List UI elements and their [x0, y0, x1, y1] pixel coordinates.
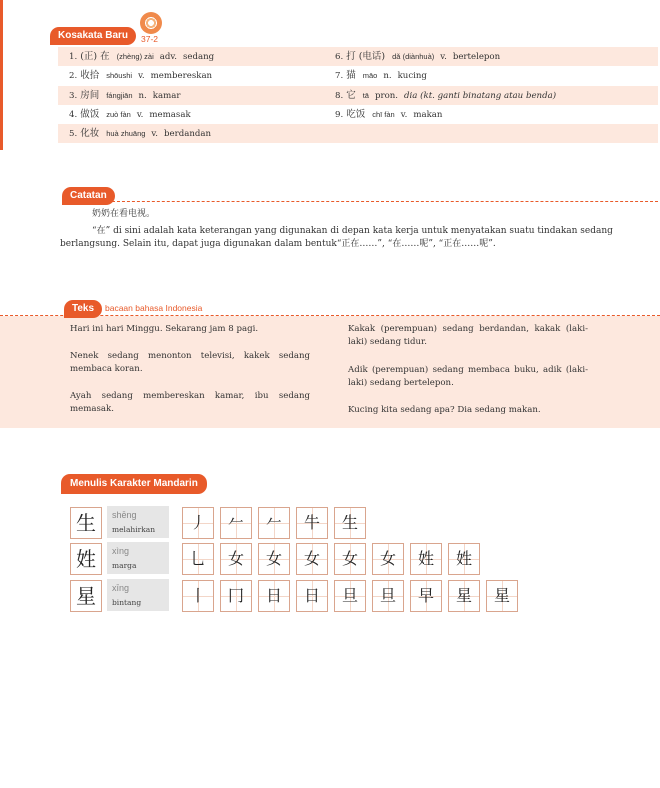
- stroke-step: 冂: [220, 580, 252, 612]
- catatan-text-line1: “在” di sini adalah kata keterangan yang digunakan di depan kata kerja untuk menyatakan suatu tindakan sedang: [92, 226, 613, 236]
- stroke-step: 女: [220, 543, 252, 575]
- vocab-item: 7. 猫 māo n. kucing: [335, 70, 427, 81]
- teks-paragraph: Hari ini hari Minggu. Sekarang jam 8 pagi.: [70, 324, 259, 334]
- character-meaning: melahirkan: [112, 525, 156, 534]
- vocab-item: 4. 做饭 zuò fàn v. memasak: [69, 109, 191, 120]
- vocab-item: 6. 打 (电话) dǎ (diànhuà) v. bertelepon: [335, 51, 501, 62]
- stroke-step: 早: [410, 580, 442, 612]
- practice-character: 姓: [70, 543, 102, 575]
- character-info: [107, 542, 169, 574]
- character-info: [107, 579, 169, 611]
- stroke-step: 丿: [182, 507, 214, 539]
- vocab-item: 3. 房间 fángjiān n. kamar: [69, 90, 181, 101]
- catatan-example: 奶奶在看电视。: [92, 209, 156, 219]
- vocab-item: 1. (正) 在 (zhèng) zài adv. sedang: [69, 51, 215, 62]
- writing-header: Menulis Karakter Mandarin: [61, 474, 207, 494]
- stroke-step: 𠂉: [220, 507, 252, 539]
- vocab-item: 2. 收拾 shōushi v. membereskan: [69, 70, 213, 81]
- left-edge-bar: [0, 0, 3, 150]
- character-meaning: marga: [112, 561, 137, 570]
- stroke-step: 丨: [182, 580, 214, 612]
- character-pinyin: xìng: [112, 546, 130, 556]
- stroke-step: 乚: [182, 543, 214, 575]
- stroke-step: 𠂉: [258, 507, 290, 539]
- teks-paragraph: Nenek sedang menonton televisi, kakek sedang membaca koran.: [70, 351, 310, 374]
- stroke-step: 女: [372, 543, 404, 575]
- catatan-header: Catatan: [62, 187, 115, 205]
- lesson-number: 37-2: [141, 34, 159, 44]
- character-info: [107, 506, 169, 538]
- stroke-step: 生: [334, 507, 366, 539]
- catatan-text-line2: berlangsung. Selain itu, dapat juga digunakan dalam bentuk“正在……”, “在……呢”, “正在……呢”.: [60, 239, 496, 249]
- character-pinyin: xīng: [112, 583, 130, 593]
- teks-note: bacaan bahasa Indonesia: [105, 303, 203, 313]
- vocab-item: 8. 它 tā pron. dia (kt. ganti binatang atau benda): [335, 90, 557, 101]
- teks-paragraph: Adik (perempuan) sedang membaca buku, adik (laki-laki) sedang bertelepon.: [348, 365, 588, 388]
- stroke-step: 星: [486, 580, 518, 612]
- teks-paragraph: Kucing kita sedang apa? Dia sedang makan.: [348, 405, 541, 415]
- teks-paragraph: Ayah sedang membereskan kamar, ibu sedang memasak.: [70, 391, 310, 414]
- character-pinyin: shēng: [112, 510, 137, 520]
- stroke-step: 姓: [410, 543, 442, 575]
- vocab-item: 5. 化妆 huà zhuāng v. berdandan: [69, 128, 212, 139]
- lesson-badge-icon: [140, 12, 162, 34]
- stroke-step: 旦: [334, 580, 366, 612]
- practice-character: 星: [70, 580, 102, 612]
- character-meaning: bintang: [112, 598, 142, 607]
- stroke-step: 女: [334, 543, 366, 575]
- stroke-step: 女: [258, 543, 290, 575]
- vocab-item: 9. 吃饭 chī fàn v. makan: [335, 109, 443, 120]
- teks-paragraph: Kakak (perempuan) sedang berdandan, kakak (laki-laki) sedang tidur.: [348, 324, 588, 347]
- stroke-step: 星: [448, 580, 480, 612]
- stroke-step: 女: [296, 543, 328, 575]
- section-divider: [112, 201, 658, 202]
- practice-character: 生: [70, 507, 102, 539]
- vocab-header: Kosakata Baru: [50, 27, 136, 45]
- stroke-step: 日: [296, 580, 328, 612]
- stroke-step: 旦: [372, 580, 404, 612]
- stroke-step: 姓: [448, 543, 480, 575]
- teks-header: Teks: [64, 300, 102, 318]
- stroke-step: 日: [258, 580, 290, 612]
- stroke-step: 牛: [296, 507, 328, 539]
